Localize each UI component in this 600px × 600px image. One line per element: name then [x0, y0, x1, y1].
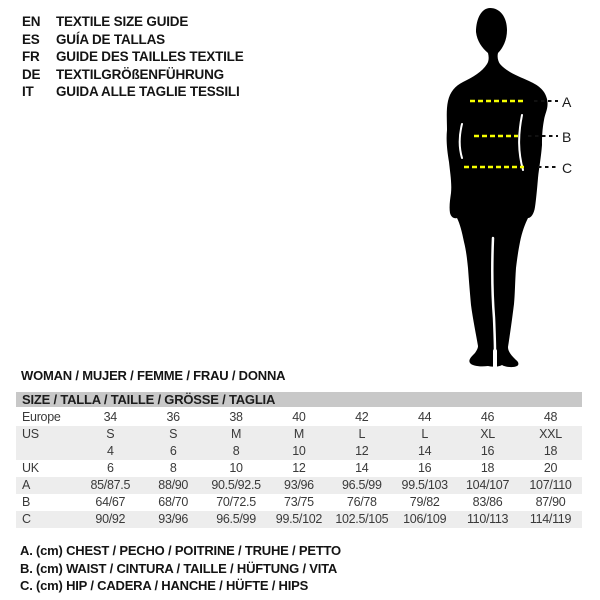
size-cell: 44: [418, 410, 432, 424]
language-row-it: [22, 83, 244, 101]
size-cell: 104/107: [456, 477, 519, 494]
size-cell: 36: [166, 410, 180, 424]
table-row-us: [16, 426, 582, 443]
size-cell: 46: [480, 410, 495, 424]
size-cell: 96.5/99: [330, 477, 393, 494]
legend-line-a: A. (cm) CHEST / PECHO / POITRINE / TRUHE / PETTO: [20, 543, 341, 558]
size-cell: M: [268, 426, 331, 443]
row-label: B: [22, 495, 31, 509]
row-label: [16, 443, 79, 460]
woman-silhouette-svg: [400, 0, 580, 375]
size-table-body: [16, 408, 582, 528]
size-cell: 90/92: [79, 511, 142, 528]
size-cell: 102.5/105: [330, 511, 393, 528]
size-cell: 110/113: [456, 511, 519, 528]
size-cell: XXL: [519, 426, 582, 443]
size-cell: 76/78: [346, 495, 377, 509]
table-row-a: [16, 477, 582, 494]
size-cell: 38: [229, 410, 243, 424]
size-cell: 93/96: [142, 511, 205, 528]
size-cell: 64/67: [95, 495, 126, 509]
row-label: Europe: [22, 410, 61, 424]
marker-label-b: B: [562, 129, 572, 145]
language-guide-title: GUÍA DE TALLAS: [56, 31, 165, 47]
size-cell: 42: [355, 410, 369, 424]
legend-line-b: B. (cm) WAIST / CINTURA / TAILLE / HÜFTUNG / VITA: [20, 560, 338, 576]
language-guide-title: TEXTILE SIZE GUIDE: [56, 14, 189, 29]
size-cell: 79/82: [409, 495, 440, 509]
table-row-uk: [16, 460, 582, 477]
size-cell: 18: [519, 443, 582, 460]
size-cell: 87/90: [535, 495, 566, 509]
language-row-en: [22, 13, 244, 31]
language-code: IT: [22, 84, 34, 99]
size-cell: 16: [456, 443, 519, 460]
size-cell: M: [205, 426, 268, 443]
marker-label-a: A: [562, 94, 572, 110]
size-cell: L: [330, 426, 393, 443]
size-cell: 40: [292, 410, 306, 424]
size-cell: 10: [229, 461, 243, 475]
size-cell: 8: [205, 443, 268, 460]
size-cell: S: [79, 426, 142, 443]
size-cell: 8: [169, 461, 177, 475]
size-table: [16, 392, 582, 528]
language-code: FR: [22, 49, 40, 64]
legend-line-c: C. (cm) HIP / CADERA / HANCHE / HÜFTE / HIPS: [20, 578, 309, 593]
language-row-es: [22, 31, 244, 49]
size-cell: 70/72.5: [216, 495, 256, 509]
size-cell: 14: [393, 443, 456, 460]
language-guide-title: GUIDE DES TAILLES TEXTILE: [56, 49, 244, 64]
size-cell: 18: [480, 461, 495, 475]
size-cell: 34: [103, 410, 117, 424]
language-title-list: [22, 13, 244, 101]
size-cell: S: [142, 426, 205, 443]
table-row-b: [16, 494, 582, 511]
size-cell: 106/109: [393, 511, 456, 528]
table-row-europe: [16, 408, 582, 426]
size-cell: 6: [142, 443, 205, 460]
language-guide-title: GUIDA ALLE TAGLIE TESSILI: [56, 84, 240, 99]
marker-label-c: C: [562, 160, 573, 176]
size-cell: 114/119: [519, 511, 582, 528]
size-cell: 90.5/92.5: [205, 477, 268, 494]
language-guide-title: TEXTILGRÖßENFÜHRUNG: [56, 66, 224, 82]
row-label: UK: [22, 461, 39, 475]
size-cell: 20: [543, 461, 558, 475]
language-code: ES: [22, 31, 40, 47]
size-cell: 93/96: [268, 477, 331, 494]
size-cell: 12: [292, 461, 306, 475]
row-label: A: [16, 477, 79, 494]
language-code: EN: [22, 14, 41, 29]
size-cell: 83/86: [472, 495, 503, 509]
woman-silhouette-figure: [400, 0, 580, 375]
size-cell: 12: [330, 443, 393, 460]
size-cell: 73/75: [284, 495, 314, 509]
language-code: DE: [22, 66, 41, 82]
size-cell: 107/110: [519, 477, 582, 494]
size-cell: 88/90: [142, 477, 205, 494]
size-cell: 48: [543, 410, 558, 424]
language-row-fr: [22, 48, 244, 66]
section-title-woman: WOMAN / MUJER / FEMME / FRAU / DONNA: [21, 368, 286, 383]
measurement-legend: [20, 542, 341, 595]
size-cell: 99.5/102: [268, 511, 331, 528]
size-cell: 68/70: [158, 495, 189, 509]
size-cell: 14: [355, 461, 369, 475]
row-label: US: [16, 426, 79, 443]
size-cell: 10: [268, 443, 331, 460]
table-row-us-numeric: [16, 443, 582, 460]
row-label: C: [16, 511, 79, 528]
size-cell: 99.5/103: [393, 477, 456, 494]
size-cell: XL: [456, 426, 519, 443]
table-row-c: [16, 511, 582, 528]
language-row-de: [22, 66, 244, 84]
silhouette-body: [447, 8, 548, 367]
size-table-header: SIZE / TALLA / TAILLE / GRÖSSE / TAGLIA: [16, 392, 582, 408]
size-cell: 85/87.5: [79, 477, 142, 494]
size-table-head: [16, 392, 582, 408]
size-cell: 96.5/99: [205, 511, 268, 528]
size-cell: 4: [79, 443, 142, 460]
size-cell: 16: [418, 461, 432, 475]
size-cell: 6: [106, 461, 114, 475]
size-cell: L: [393, 426, 456, 443]
